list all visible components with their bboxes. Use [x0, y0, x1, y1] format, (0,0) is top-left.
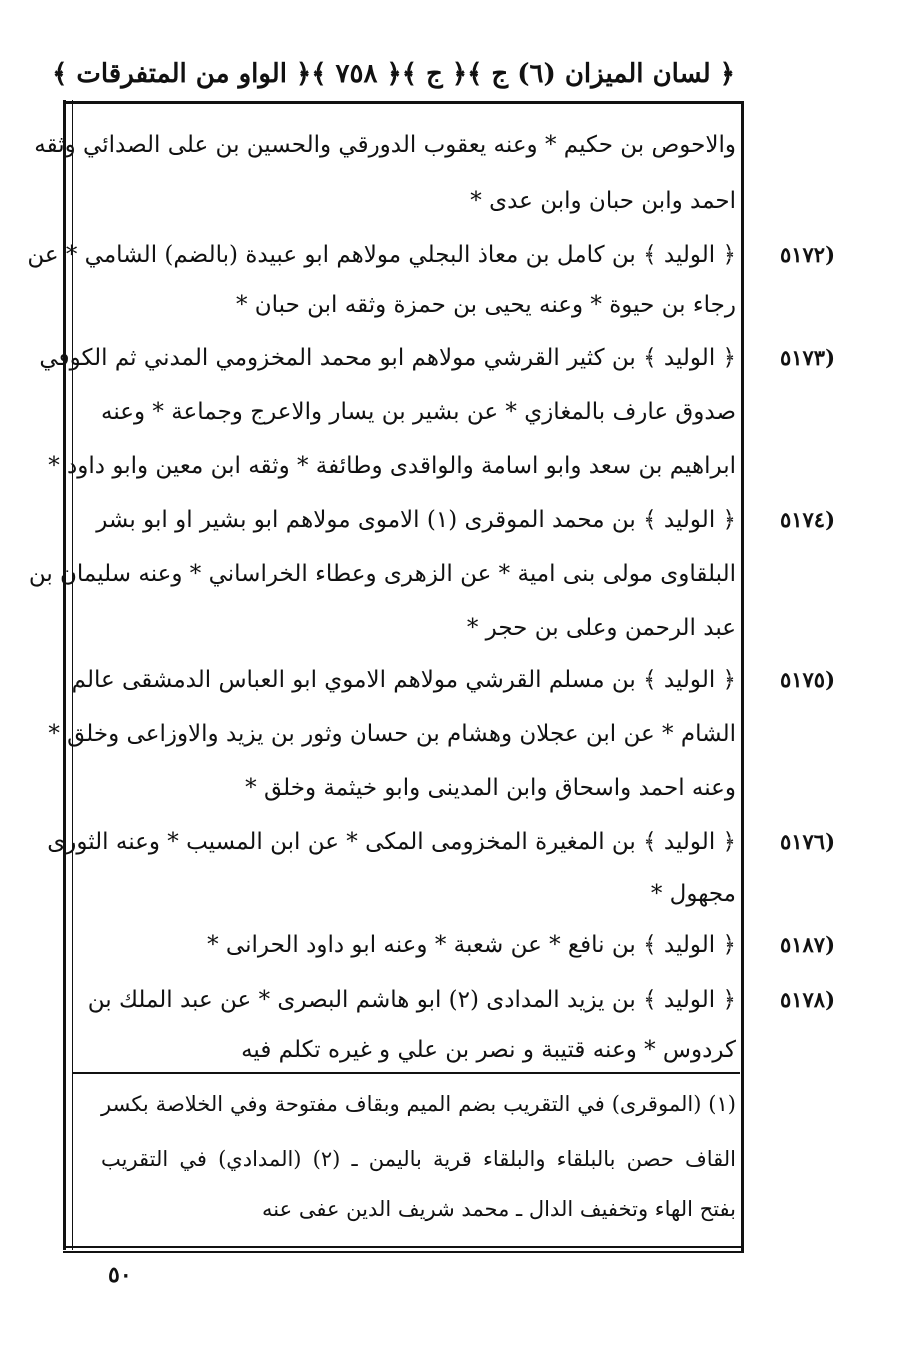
body-line: عبد الرحمن وعلى بن حجر *: [466, 615, 736, 641]
body-line: البلقاوى مولى بنى امية * عن الزهرى وعطاء الخراساني * وعنه سليمان بن: [28, 561, 736, 587]
footnote-line: بفتح الهاء وتخفيف الدال ـ محمد شريف الدين عفى عنه: [262, 1197, 736, 1221]
body-line: كردوس * وعنه قتيبة و نصر بن علي و غيره تكلم فيه: [241, 1037, 736, 1063]
header-page-number: ﴿ ٧٥٨ ﴾: [311, 59, 402, 89]
entry-line: ﴿ الوليد ﴾ بن كثير القرشي مولاهم ابو محمد المخزومي المدني ثم الكوفي: [39, 345, 736, 371]
entry-number: (٥١٧٣: [779, 345, 836, 370]
running-header: [52, 50, 735, 98]
frame-top-rule: [63, 101, 744, 104]
body-line: والاحوص بن حكيم * وعنه يعقوب الدورقي والحسين بن على الصدائي وثقه: [34, 132, 736, 158]
signature-mark: ٥٠: [108, 1262, 132, 1288]
body-line: وعنه احمد واسحاق وابن المدينى وابو خيثمة وخلق *: [245, 775, 736, 801]
body-line: الشام * عن ابن عجلان وهشام بن حسان وثور بن يزيد والاوزاعى وخلق *: [48, 721, 736, 747]
header-book-title: ﴿ لسان الميزان (٦) ج ﴾: [467, 59, 735, 89]
body-line: مجهول *: [650, 881, 736, 907]
frame-bottom-rule-double: [63, 1251, 744, 1253]
entry-line: ﴿ الوليد ﴾ بن كامل بن معاذ البجلي مولاهم ابو عبيدة (بالضم) الشامي * عن: [27, 242, 736, 268]
header-volume: ﴿ ج ﴾: [401, 59, 468, 89]
footnote-line: (١) (الموقرى) في التقريب بضم الميم وبقاف مفتوحة وفي الخلاصة بكسر: [101, 1092, 736, 1116]
footnote-rule: [72, 1072, 740, 1074]
entry-line: ﴿ الوليد ﴾ بن محمد الموقرى (١) الاموى مولاهم ابو بشير او ابو بشر: [96, 507, 736, 533]
header-chapter: ﴿ الواو من المتفرقات ﴾: [52, 59, 312, 89]
body-line: احمد وابن حبان وابن عدى *: [470, 188, 736, 214]
entry-number: (٥١٧٤: [779, 507, 836, 532]
entry-number: (٥١٧٥: [779, 667, 836, 692]
entry-line: ﴿ الوليد ﴾ بن نافع * عن شعبة * وعنه ابو داود الحرانى *: [207, 932, 736, 958]
entry-number: (٥١٧٨: [779, 987, 836, 1012]
body-line: ابراهيم بن سعد وابو اسامة والواقدى وطائفة * وثقه ابن معين وابو داود *: [48, 453, 736, 479]
entry-number: (٥١٨٧: [779, 932, 836, 957]
body-line: رجاء بن حيوة * وعنه يحيى بن حمزة وثقه ابن حبان *: [235, 292, 736, 318]
frame-right-rule: [741, 102, 744, 1252]
entry-line: ﴿ الوليد ﴾ بن المغيرة المخزومى المكى * عن ابن المسيب * وعنه الثورى: [47, 829, 736, 855]
entry-number: (٥١٧٦: [779, 829, 836, 854]
frame-bottom-rule: [63, 1246, 744, 1248]
body-line: صدوق عارف بالمغازي * عن بشير بن يسار والاعرج وجماعة * وعنه: [101, 399, 736, 425]
entry-number: (٥١٧٢: [779, 242, 836, 267]
footnote-line: القاف حصن بالبلقاء والبلقاء قرية باليمن ـ (٢) (المدادي) في التقريب: [101, 1147, 736, 1171]
entry-line: ﴿ الوليد ﴾ بن مسلم القرشي مولاهم الاموي ابو العباس الدمشقى عالم: [71, 667, 736, 693]
entry-line: ﴿ الوليد ﴾ بن يزيد المدادى (٢) ابو هاشم البصرى * عن عبد الملك بن: [87, 987, 736, 1013]
